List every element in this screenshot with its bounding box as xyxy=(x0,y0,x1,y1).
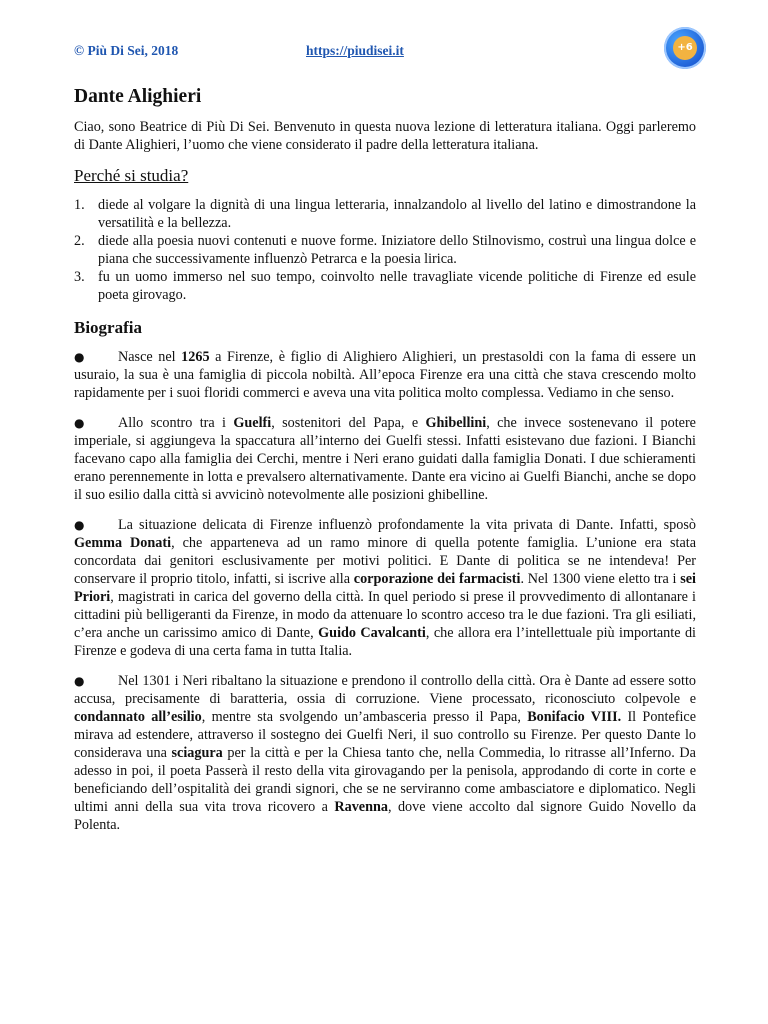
bio-paragraph-4: ● Nel 1301 i Neri ribaltano la situazione e prendono il controllo della città. Ora è Dante ad essere sotto accusa, precisamente di baratteria, ossia di corruzione. Viene processato, riconosciuto colpevole e condannato all’esilio, mentre sta svolgendo un’ambasceria presso il Papa, Bonifacio VIII. Il Pontefice mirava ad estendere, attraverso il sostegno dei Guelfi Neri, il suo controllo su Firenze. Per questo Dante lo considerava una sciagura per la città e per la Chiesa tanto che, nella Commedia, lo ritrasse all’Inferno. Da adesso in poi, il poeta Passerà il resto della vita girovagando per la penisola, approdando di corte in corte e beneficiando dell’ospitalità dei grandi signori, che se ne serviranno come ambasciatore e diplomatico. Negli ultimi anni della sua vita trova ricovero a Ravenna, dove viene accolto dal signore Guido Novello da Polenta. xyxy=(74,673,697,833)
list-item: 3. fu un uomo immerso nel suo tempo, coinvolto nelle travagliate vicende politiche di Firenze ed esule poeta girovago. xyxy=(74,269,696,303)
intro-paragraph: Ciao, sono Beatrice di Più Di Sei. Benvenuto in questa nuova lezione di letteratura italiana. Oggi parleremo di Dante Alighieri, l’uomo che viene considerato il padre della letteratura italiana. xyxy=(74,119,696,153)
logo-badge: +6 xyxy=(673,36,697,60)
bullet-icon: ● xyxy=(74,350,85,364)
site-link[interactable]: https://piudisei.it xyxy=(306,43,404,58)
bullet-icon: ● xyxy=(74,518,85,532)
bullet-icon: ● xyxy=(74,674,85,688)
bio-paragraph-3: ● La situazione delicata di Firenze influenzò profondamente la vita privata di Dante. Infatti, sposò Gemma Donati, che apparteneva ad un ramo minore di quella potente famiglia. L’unione era stata concordata dai genitori esclusivamente per motivi politici. E Dante di politica se ne intendeva! Per conservare il proprio titolo, infatti, si iscrive alla corporazione dei farmacisti. Nel 1300 viene eletto tra i sei Priori, magistrati in carica del governo della città. In quel periodo si prese il provvedimento di allontanare i cittadini più belligeranti da Firenze, in modo da attenuare lo scontro acceso tra le due fazioni. Tra gli esiliati, c’era anche un carissimo amico di Dante, Guido Cavalcanti, che allora era l’intellettuale più importante di Firenze e godeva di una certa fama in tutta Italia. xyxy=(74,517,696,659)
why-heading: Perché si studia? xyxy=(74,166,189,185)
copyright-text: © Più Di Sei, 2018 xyxy=(74,43,179,58)
list-item: 2. diede alla poesia nuovi contenuti e nuove forme. Iniziatore dello Stilnovismo, costruì una lingua dolce e piana che successivamente influenzò Petrarca e la poesia lirica. xyxy=(74,233,696,267)
bio-paragraph-2: ● Allo scontro tra i Guelfi, sostenitori del Papa, e Ghibellini, che invece sostenevano il potere imperiale, si aggiungeva la spaccatura all’interno dei Guelfi stessi. Infatti esistevano due fazioni. I Bianchi facevano capo alla famiglia dei Cerchi, mentre i Neri erano guidati dalla famiglia Donati. I due schieramenti erano perennemente in lotta e prevalsero alternativamente. Dante era vicino ai Guelfi Bianchi, anche se dopo il suo esilio dalla città si avvicinò notevolmente alle posizioni ghibelline. xyxy=(74,415,696,503)
page-title: Dante Alighieri xyxy=(74,86,202,107)
list-item: 1. diede al volgare la dignità di una lingua letteraria, innalzandolo al livello del latino e dimostrandone la versatilità e la bellezza. xyxy=(74,197,696,231)
piudisei-logo xyxy=(664,27,706,69)
bio-paragraph-1: ● Nasce nel 1265 a Firenze, è figlio di Alighiero Alighieri, un prestasoldi con la fama di essere un usuraio, la sua è una famiglia di piccola nobiltà. All’epoca Firenze era una città che stava crescendo molto rapidamente per i suoi floridi commerci e aveva una vita politica molto complessa. Vediamo in che senso. xyxy=(74,349,696,401)
bullet-icon: ● xyxy=(74,416,85,430)
why-list xyxy=(74,196,696,304)
biography-heading: Biografia xyxy=(74,318,142,337)
page-header xyxy=(74,43,694,63)
document-body xyxy=(74,86,696,846)
